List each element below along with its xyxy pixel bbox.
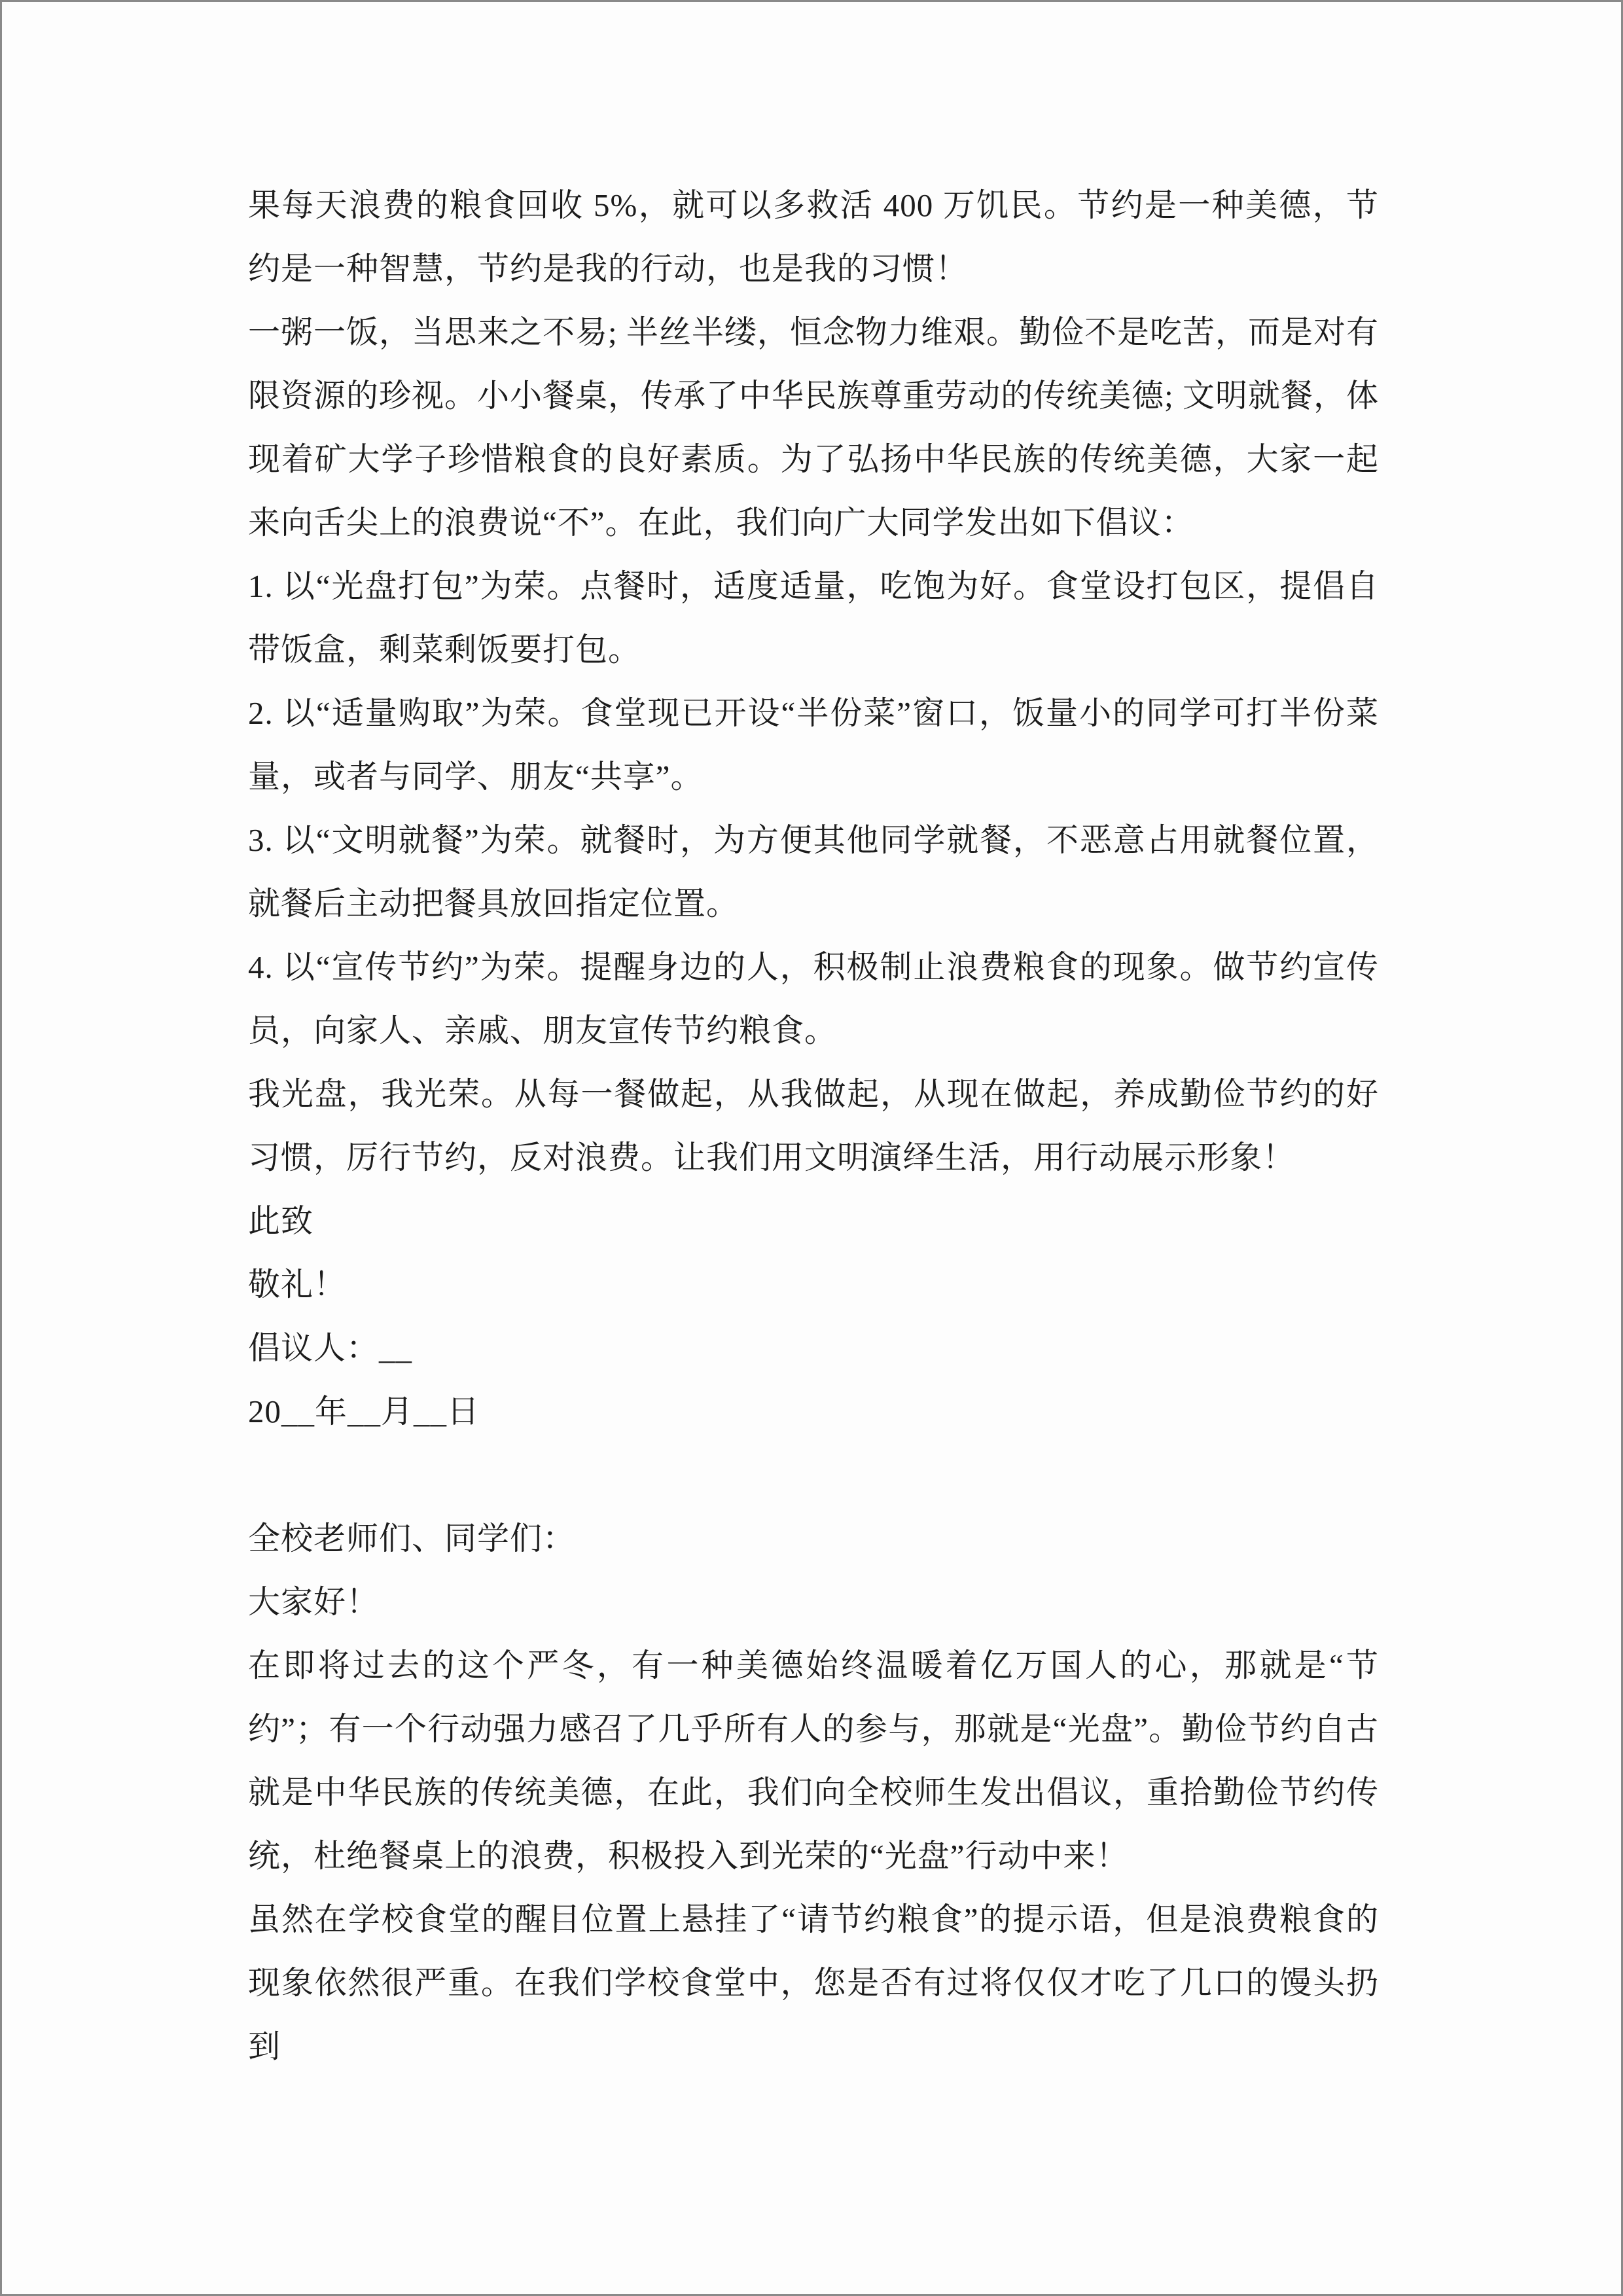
document-body [248, 173, 1379, 2078]
paragraph: 倡议人：__ [248, 1330, 413, 1366]
paragraph: 全校老师们、同学们： [248, 1520, 576, 1556]
paragraph: 1. 以“光盘打包”为荣。点餐时，适度适量，吃饱为好。食堂设打包区，提倡自带饭盒，剩菜剩饭要打包。 [248, 568, 1379, 668]
paragraph: 此致 [248, 1203, 314, 1239]
paragraph: 大家好！ [248, 1584, 380, 1620]
paragraph: 20__年__月__日 [248, 1393, 480, 1429]
paragraph: 虽然在学校食堂的醒目位置上悬挂了“请节约粮食”的提示语，但是浪费粮食的现象依然很严重。在我们学校食堂中，您是否有过将仅仅才吃了几口的馒头扔到 [248, 1901, 1379, 2064]
paragraph: 敬礼！ [248, 1266, 347, 1302]
paragraph: 2. 以“适量购取”为荣。食堂现已开设“半份菜”窗口，饭量小的同学可打半份菜量，或者与同学、朋友“共享”。 [248, 695, 1379, 795]
blank-line [248, 1443, 1379, 1507]
paragraph: 果每天浪费的粮食回收 5%，就可以多救活 400 万饥民。节约是一种美德，节约是一种智慧，节约是我的行动，也是我的习惯！ [248, 187, 1379, 287]
paragraph: 3. 以“文明就餐”为荣。就餐时，为方便其他同学就餐，不恶意占用就餐位置，就餐后主动把餐具放回指定位置。 [248, 822, 1379, 922]
paragraph: 我光盘，我光荣。从每一餐做起，从我做起，从现在做起，养成勤俭节约的好习惯，厉行节约，反对浪费。让我们用文明演绎生活，用行动展示形象！ [248, 1076, 1379, 1175]
paragraph: 一粥一饭，当思来之不易; 半丝半缕，恒念物力维艰。勤俭不是吃苦，而是对有限资源的珍视。小小餐桌，传承了中华民族尊重劳动的传统美德; 文明就餐，体现着矿大学子珍惜粮食的良好素质。为了弘扬中华民族的传统美德，大家一起来向舌尖上的浪费说“不”。在此，我们向广大同学发出如下倡议： [248, 314, 1379, 541]
paragraph: 在即将过去的这个严冬，有一种美德始终温暖着亿万国人的心，那就是“节约”；有一个行动强力感召了几乎所有人的参与，那就是“光盘”。勤俭节约自古就是中华民族的传统美德，在此，我们向全校师生发出倡议，重拾勤俭节约传统，杜绝餐桌上的浪费，积极投入到光荣的“光盘”行动中来！ [248, 1647, 1379, 1874]
paragraph: 4. 以“宣传节约”为荣。提醒身边的人，积极制止浪费粮食的现象。做节约宣传员，向家人、亲戚、朋友宣传节约粮食。 [248, 949, 1379, 1049]
